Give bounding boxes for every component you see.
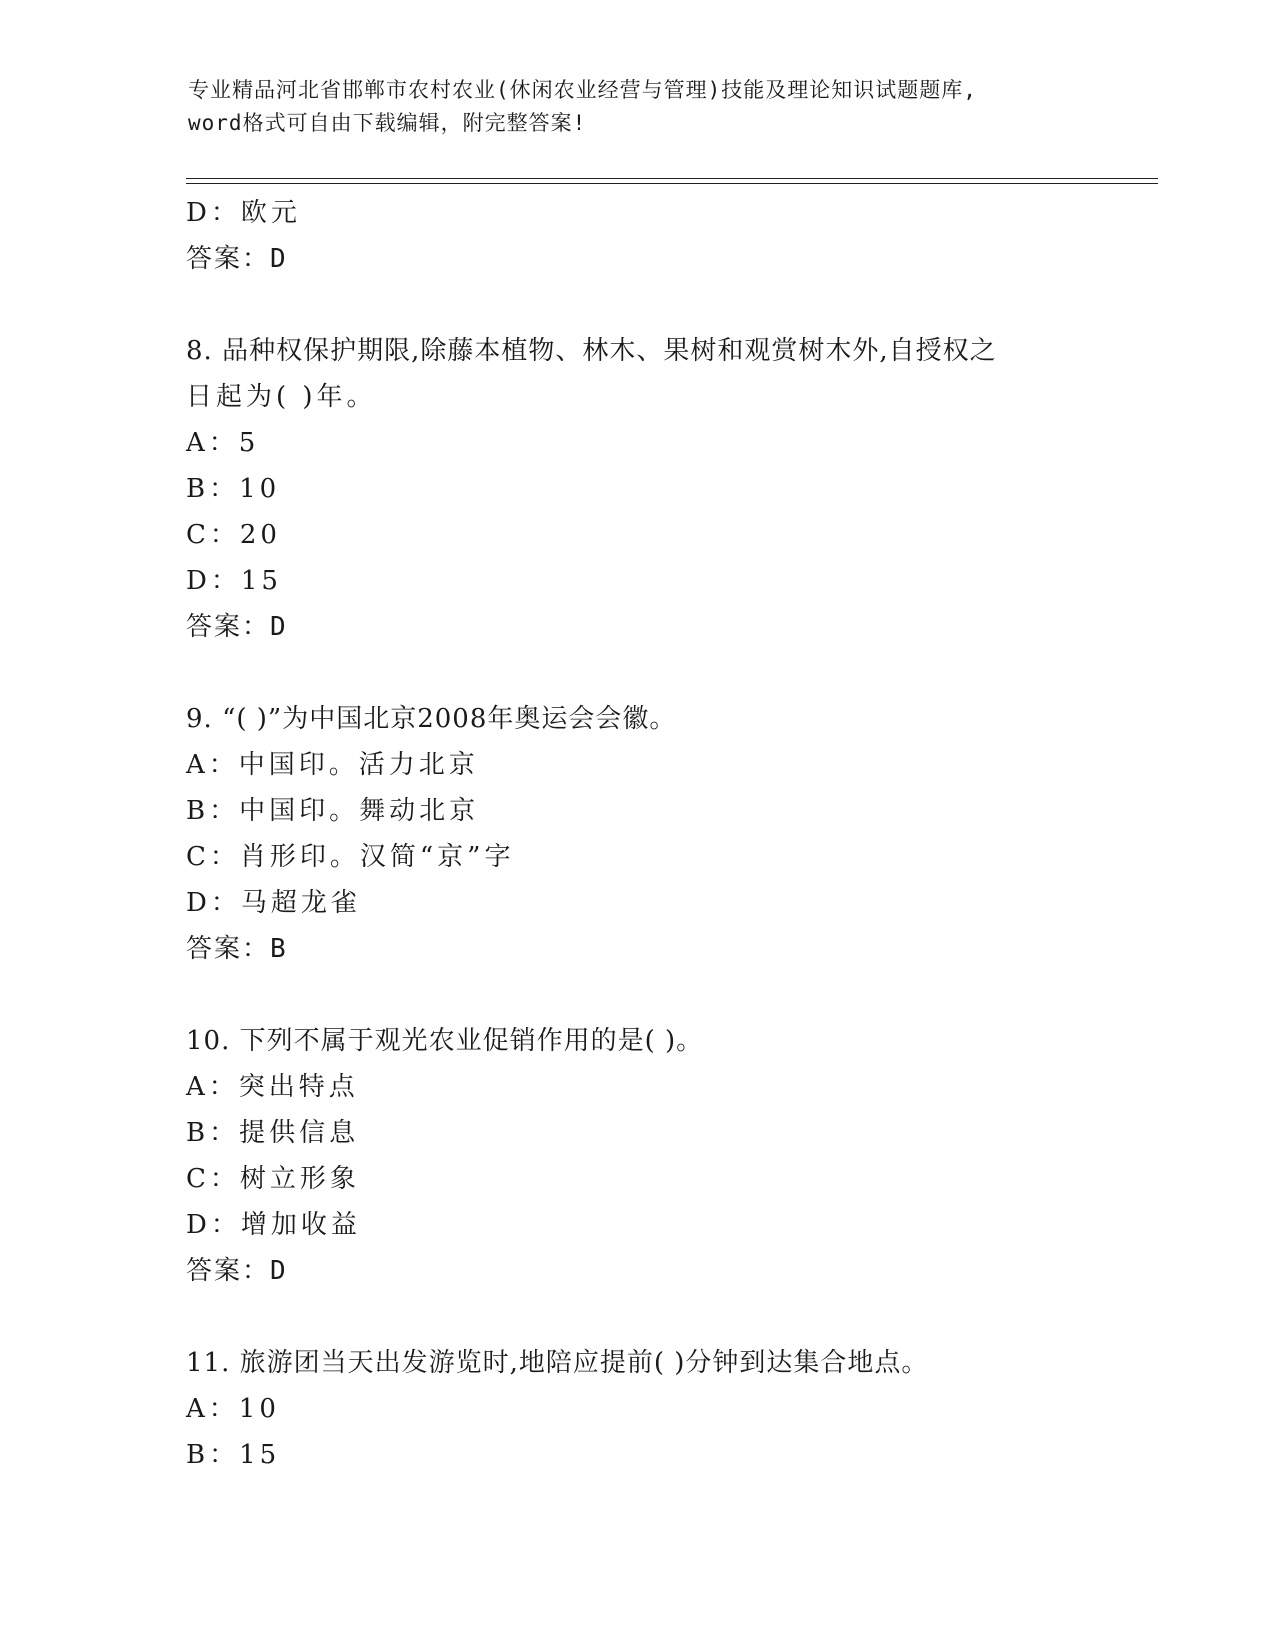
- question-10-stem: 10. 下列不属于观光农业促销作用的是( )。: [186, 1026, 704, 1056]
- question-9-option-a: A：中国印。活力北京: [186, 750, 479, 780]
- question-10-answer: 答案：D: [186, 1256, 288, 1286]
- spacer: [186, 1294, 1146, 1340]
- question-11-option-b: B：15: [186, 1440, 281, 1470]
- question-9-option-c: C：肖形印。汉简“京”字: [186, 842, 515, 872]
- header-line-2: word格式可自由下载编辑，附完整答案!: [188, 111, 587, 135]
- header-divider-top: [186, 178, 1158, 179]
- question-9: [186, 696, 1146, 972]
- spacer: [186, 650, 1146, 696]
- question-list: [186, 190, 1146, 1478]
- question-8-stem-line-2: 日起为( )年。: [186, 382, 377, 412]
- question-8-option-c: C：20: [186, 520, 281, 550]
- question-10-option-c: C：树立形象: [186, 1164, 360, 1194]
- spacer: [186, 972, 1146, 1018]
- question-11: [186, 1340, 1146, 1478]
- question-9-option-d: D：马超龙雀: [186, 888, 361, 918]
- question-11-option-a: A：10: [186, 1394, 280, 1424]
- question-11-stem: 11. 旅游团当天出发游览时,地陪应提前( )分钟到达集合地点。: [186, 1348, 929, 1378]
- question-10: [186, 1018, 1146, 1294]
- prev-option-d: D：欧元: [186, 198, 301, 228]
- question-10-option-d: D：增加收益: [186, 1210, 361, 1240]
- question-8-stem-line-1: 8. 品种权保护期限,除藤本植物、林木、果树和观赏树木外,自授权之: [186, 336, 997, 366]
- question-8-option-a: A：5: [186, 428, 260, 458]
- question-9-stem: 9. “( )”为中国北京2008年奥运会会徽。: [186, 704, 677, 734]
- question-8-option-d: D：15: [186, 566, 282, 596]
- question-8-option-b: B：10: [186, 474, 281, 504]
- header-line-1: 专业精品河北省邯郸市农村农业(休闲农业经营与管理)技能及理论知识试题题库,: [188, 78, 977, 102]
- spacer: [186, 282, 1146, 328]
- question-9-answer: 答案：B: [186, 934, 288, 964]
- question-10-option-b: B：提供信息: [186, 1118, 360, 1148]
- question-10-option-a: A：突出特点: [186, 1072, 359, 1102]
- question-8: [186, 328, 1146, 650]
- question-9-option-b: B：中国印。舞动北京: [186, 796, 480, 826]
- header-divider-bottom: [186, 183, 1158, 184]
- document-header: [188, 74, 1088, 140]
- question-8-answer: 答案：D: [186, 612, 288, 642]
- prev-answer: 答案：D: [186, 244, 288, 274]
